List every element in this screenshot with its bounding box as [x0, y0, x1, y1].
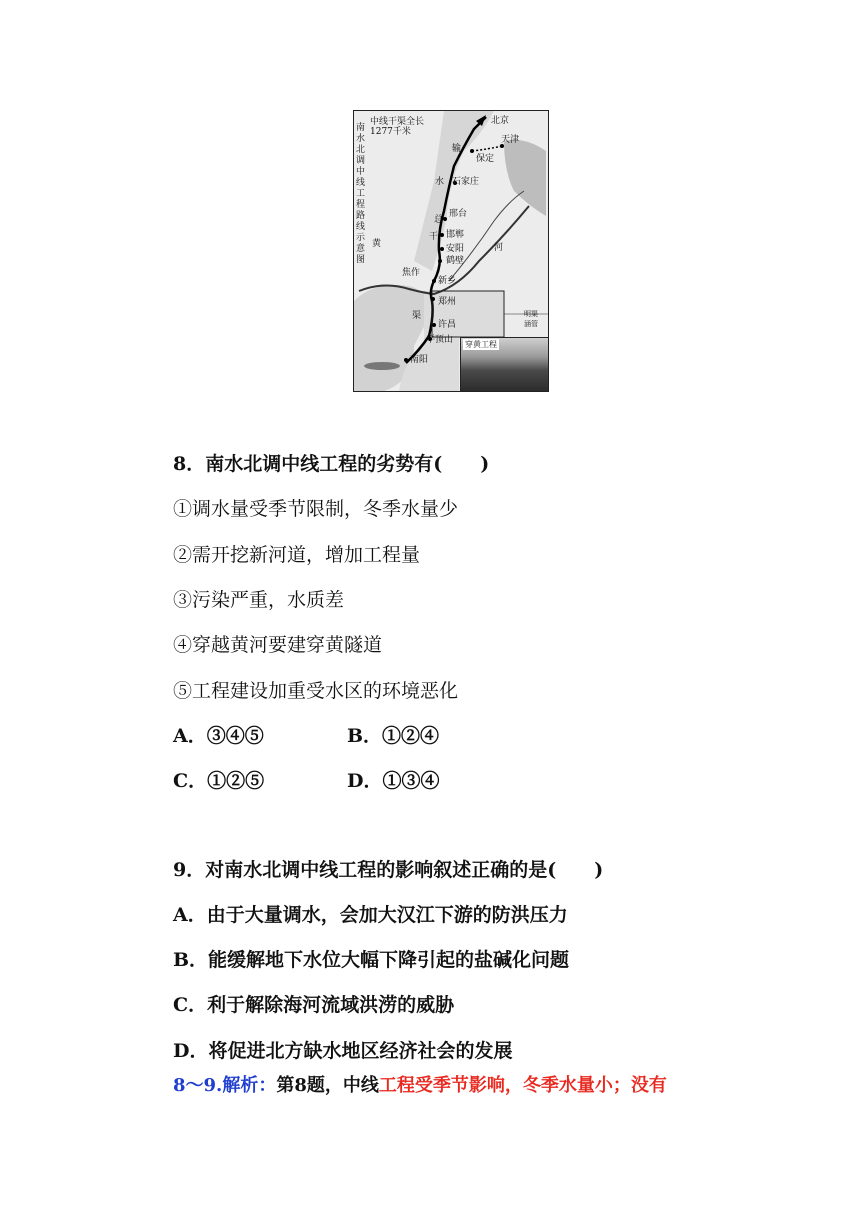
city-xuchang: 许昌 — [438, 320, 457, 330]
q9-stem: 9．对南水北调中线工程的影响叙述正确的是( ) — [173, 859, 604, 881]
city-jiaozuo: 焦作 — [402, 268, 421, 278]
city-baoding: 保定 — [476, 154, 495, 164]
q8-option-c: C．①②⑤ — [173, 770, 265, 792]
city-zhengzhou: 郑州 — [438, 297, 457, 307]
q9-option-c: C．利于解除海河流域洪涝的威胁 — [173, 994, 455, 1016]
city-handan: 邯郸 — [446, 230, 465, 240]
photo-label: 穿黄工程 — [465, 340, 497, 349]
q8-item-4: ④穿越黄河要建穿黄隧道 — [173, 634, 383, 656]
analysis-text: 第8题，中线 — [276, 1075, 379, 1096]
yellow-river-label-left: 黄 — [372, 239, 382, 249]
q8-option-d: D．①③④ — [347, 770, 440, 792]
city-shijiazhuang: 石家庄 — [452, 177, 480, 187]
city-hebi: 鹤壁 — [446, 256, 465, 266]
q9-option-b: B．能缓解地下水位大幅下降引起的盐碱化问题 — [173, 949, 570, 971]
canal-char-2: 水 — [435, 177, 445, 187]
q8-stem: 8．南水北调中线工程的劣势有( ) — [173, 453, 490, 475]
length-note: 中线干渠全长 — [370, 117, 425, 127]
city-xinxiang: 新乡 — [438, 276, 457, 286]
analysis-highlight: 工程受季节影响，冬季水量小；没有 — [378, 1075, 667, 1096]
city-anyang: 安阳 — [446, 244, 465, 254]
q9-option-d: D．将促进北方缺水地区经济社会的发展 — [173, 1040, 513, 1062]
canal-char-1: 输 — [452, 144, 462, 154]
yellow-river-label-right: 河 — [494, 243, 504, 253]
length-note-value: 1277千米 — [370, 127, 411, 137]
canal-char-5: 渠 — [412, 311, 422, 321]
city-pingdingshan: 平顶山 — [426, 335, 454, 345]
crossing-photo — [460, 337, 549, 392]
city-nanyang: 南阳 — [410, 355, 429, 365]
q8-item-5: ⑤工程建设加重受水区的环境恶化 — [173, 680, 459, 702]
route-map — [353, 110, 549, 392]
city-beijing: 北京 — [491, 116, 510, 126]
q8-option-b: B．①②④ — [347, 725, 440, 747]
callout-open-channel: 明渠 — [524, 310, 538, 318]
analysis-label: 8～9.解析： — [173, 1075, 277, 1096]
analysis-line — [173, 1074, 667, 1098]
q8-item-1: ①调水量受季节限制，冬季水量少 — [173, 498, 459, 520]
callout-culvert: 涵管 — [524, 320, 538, 328]
canal-char-3: 总 — [434, 215, 444, 225]
q8-item-2: ②需开挖新河道，增加工程量 — [173, 544, 421, 566]
q8-item-3: ③污染严重，水质差 — [173, 589, 345, 611]
city-xingtai: 邢台 — [449, 209, 468, 219]
city-tianjin: 天津 — [501, 135, 520, 145]
canal-char-4: 干 — [429, 232, 439, 242]
q8-option-a: A．③④⑤ — [173, 725, 264, 747]
q9-option-a: A．由于大量调水，会加大汉江下游的防洪压力 — [173, 904, 568, 926]
map-title: 南水北调中线工程路线示意图 — [356, 123, 366, 265]
reservoir — [364, 362, 400, 370]
